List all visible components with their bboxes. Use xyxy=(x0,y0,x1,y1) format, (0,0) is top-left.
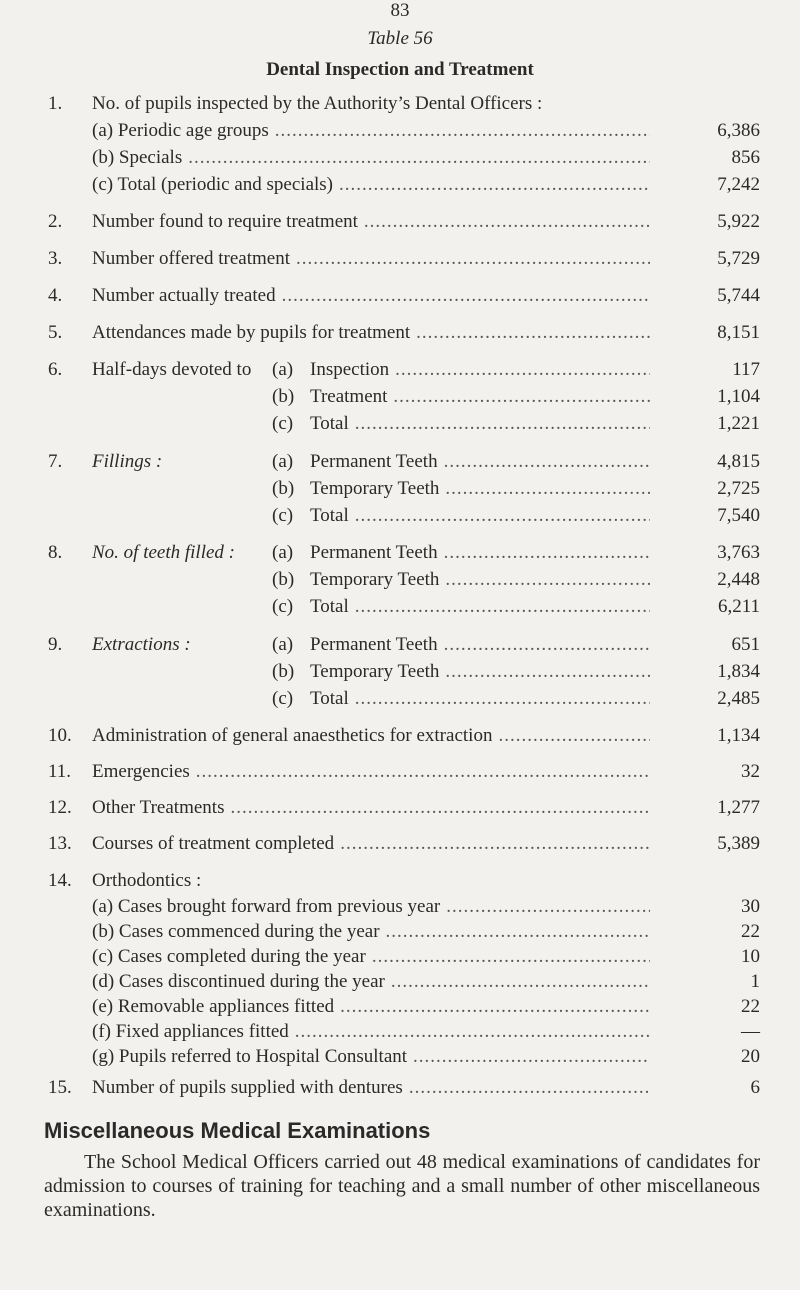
item-label: Number found to require treatment xyxy=(92,211,358,232)
leader-dots xyxy=(340,830,650,858)
item-1c-row xyxy=(92,171,760,199)
item-label: Temporary Teeth xyxy=(310,661,440,682)
sub-letter: (a) xyxy=(272,542,294,563)
item-value: — xyxy=(741,1021,760,1042)
leader-dots xyxy=(446,893,650,921)
item-label: Courses of treatment completed xyxy=(92,833,335,854)
sub-letter: (c) xyxy=(272,688,294,709)
item-number: 8. xyxy=(48,542,63,563)
item-6a-row xyxy=(0,356,760,384)
leader-dots xyxy=(445,658,650,686)
item-number: 15. xyxy=(48,1077,72,1098)
item-label: Treatment xyxy=(310,386,388,407)
leader-dots xyxy=(364,208,650,236)
item-7a-row xyxy=(0,448,760,476)
item-value: 10 xyxy=(741,946,760,967)
misc-paragraph: The School Medical Officers carried out 48 medical examinations of candidates for admission to courses of training for teaching and a small number of other miscellaneous examinations. xyxy=(44,1151,760,1221)
leader-dots xyxy=(355,502,650,530)
item-label: (c) Cases completed during the year xyxy=(92,946,366,967)
item-number: 12. xyxy=(48,797,72,818)
item-label: Total xyxy=(310,413,349,434)
item-value: 5,922 xyxy=(717,211,760,232)
misc-heading: Miscellaneous Medical Examinations xyxy=(44,1118,431,1143)
item-value: 30 xyxy=(741,896,760,917)
item-label: Fillings : xyxy=(92,451,163,472)
item-5-row xyxy=(0,319,760,347)
item-value: 4,815 xyxy=(717,451,760,472)
item-12-row xyxy=(0,794,760,822)
item-1b-row xyxy=(92,144,760,172)
sub-letter: (a) xyxy=(272,634,294,655)
sub-letter: (a) xyxy=(272,359,294,380)
item-number: 11. xyxy=(48,761,72,782)
item-9b-row xyxy=(0,658,760,686)
item-number: 3. xyxy=(48,248,63,269)
item-label: Half-days devoted to xyxy=(92,359,252,380)
item-label: Emergencies xyxy=(92,761,190,782)
leader-dots xyxy=(395,356,650,384)
item-14d-row xyxy=(92,968,760,996)
item-number: 5. xyxy=(48,322,63,343)
leader-dots xyxy=(416,319,650,347)
leader-dots xyxy=(355,685,650,713)
item-3-row xyxy=(0,245,760,273)
item-8b-row xyxy=(0,566,760,594)
leader-dots xyxy=(498,722,650,750)
sub-letter: (b) xyxy=(272,386,295,407)
item-14c-row xyxy=(92,943,760,971)
leader-dots xyxy=(445,566,650,594)
sub-letter: (b) xyxy=(272,661,295,682)
table-label: Table 56 xyxy=(367,28,433,49)
item-label: (a) Periodic age groups xyxy=(92,120,269,141)
item-label: Total xyxy=(310,596,349,617)
item-label: No. of teeth filled : xyxy=(92,542,236,563)
item-6b-row xyxy=(0,383,760,411)
item-label: Permanent Teeth xyxy=(310,542,438,563)
item-label: (c) Total (periodic and specials) xyxy=(92,174,333,195)
item-value: 3,763 xyxy=(717,542,760,563)
item-label: (e) Removable appliances fitted xyxy=(92,996,335,1017)
item-value: 1,104 xyxy=(717,386,760,407)
item-1-row xyxy=(0,90,800,118)
leader-dots xyxy=(296,245,650,273)
sub-letter: (b) xyxy=(272,478,295,499)
leader-dots xyxy=(444,448,650,476)
leader-dots xyxy=(355,410,650,438)
item-label: Total xyxy=(310,505,349,526)
item-label: (f) Fixed appliances fitted xyxy=(92,1021,289,1042)
item-value: 6,211 xyxy=(717,596,760,617)
item-13-row xyxy=(0,830,760,858)
item-label: Total xyxy=(310,688,349,709)
leader-dots xyxy=(391,968,650,996)
item-value: 7,540 xyxy=(717,505,760,526)
item-14a-row xyxy=(92,893,760,921)
item-4-row xyxy=(0,282,760,310)
item-value: 6 xyxy=(750,1077,760,1098)
item-value: 32 xyxy=(741,761,760,782)
item-number: 7. xyxy=(48,451,63,472)
item-label: Number of pupils supplied with dentures xyxy=(92,1077,403,1098)
leader-dots xyxy=(282,282,650,310)
item-8c-row xyxy=(0,593,760,621)
item-label: Permanent Teeth xyxy=(310,451,438,472)
item-7b-row xyxy=(0,475,760,503)
item-9c-row xyxy=(0,685,760,713)
item-number: 2. xyxy=(48,211,63,232)
item-value: 856 xyxy=(731,147,760,168)
leader-dots xyxy=(196,758,650,786)
item-label: Attendances made by pupils for treatment xyxy=(92,322,411,343)
leader-dots xyxy=(230,794,650,822)
item-value: 1,134 xyxy=(717,725,760,746)
item-value: 117 xyxy=(732,359,760,380)
sub-letter: (a) xyxy=(272,451,294,472)
item-14b-row xyxy=(92,918,760,946)
item-label: Permanent Teeth xyxy=(310,634,438,655)
sub-letter: (c) xyxy=(272,505,294,526)
item-value: 2,448 xyxy=(717,569,760,590)
item-number: 6. xyxy=(48,359,63,380)
item-label: Temporary Teeth xyxy=(310,569,440,590)
item-label: (g) Pupils referred to Hospital Consultant xyxy=(92,1046,408,1067)
leader-dots xyxy=(355,593,650,621)
item-value: 22 xyxy=(741,996,760,1017)
item-label: (b) Specials xyxy=(92,147,183,168)
item-label: (a) Cases brought forward from previous year xyxy=(92,896,441,917)
item-label: Administration of general anaesthetics for extraction xyxy=(92,725,493,746)
leader-dots xyxy=(188,144,650,172)
item-number: 13. xyxy=(48,833,72,854)
leader-dots xyxy=(393,383,650,411)
item-label: No. of pupils inspected by the Authority’s Dental Officers : xyxy=(92,93,543,114)
item-value: 22 xyxy=(741,921,760,942)
item-value: 651 xyxy=(731,634,760,655)
item-2-row xyxy=(0,208,760,236)
item-label: Other Treatments xyxy=(92,797,225,818)
item-value: 1 xyxy=(750,971,760,992)
leader-dots xyxy=(339,171,650,199)
item-label: Inspection xyxy=(310,359,390,380)
leader-dots xyxy=(386,918,650,946)
item-label: (b) Cases commenced during the year xyxy=(92,921,380,942)
item-value: 5,729 xyxy=(717,248,760,269)
item-value: 7,242 xyxy=(717,174,760,195)
leader-dots xyxy=(445,475,650,503)
item-label: Extractions : xyxy=(92,634,191,655)
item-6c-row xyxy=(0,410,760,438)
item-1a-row xyxy=(92,117,760,145)
item-label: Number actually treated xyxy=(92,285,276,306)
item-11-row xyxy=(0,758,760,786)
leader-dots xyxy=(372,943,650,971)
item-number: 4. xyxy=(48,285,63,306)
leader-dots xyxy=(275,117,650,145)
item-14-row xyxy=(0,867,760,895)
item-label: Orthodontics : xyxy=(92,870,202,891)
item-label: Number offered treatment xyxy=(92,248,291,269)
sub-letter: (c) xyxy=(272,596,294,617)
item-value: 1,277 xyxy=(717,797,760,818)
item-value: 2,485 xyxy=(717,688,760,709)
item-value: 20 xyxy=(741,1046,760,1067)
item-10-row xyxy=(0,722,760,750)
item-value: 1,221 xyxy=(717,413,760,434)
item-value: 8,151 xyxy=(717,322,760,343)
item-label: (d) Cases discontinued during the year xyxy=(92,971,385,992)
item-8a-row xyxy=(0,539,760,567)
item-value: 6,386 xyxy=(717,120,760,141)
item-number: 1. xyxy=(48,93,63,114)
item-label: Temporary Teeth xyxy=(310,478,440,499)
leader-dots xyxy=(444,631,650,659)
item-number: 10. xyxy=(48,725,72,746)
table-title: Dental Inspection and Treatment xyxy=(266,59,534,80)
item-value: 5,389 xyxy=(717,833,760,854)
sub-letter: (b) xyxy=(272,569,295,590)
item-number: 9. xyxy=(48,634,63,655)
item-value: 1,834 xyxy=(717,661,760,682)
page-number: 83 xyxy=(390,0,410,21)
item-value: 5,744 xyxy=(717,285,760,306)
sub-letter: (c) xyxy=(272,413,294,434)
item-number: 14. xyxy=(48,870,72,891)
leader-dots xyxy=(444,539,650,567)
item-value: 2,725 xyxy=(717,478,760,499)
item-9a-row xyxy=(0,631,760,659)
item-7c-row xyxy=(0,502,760,530)
